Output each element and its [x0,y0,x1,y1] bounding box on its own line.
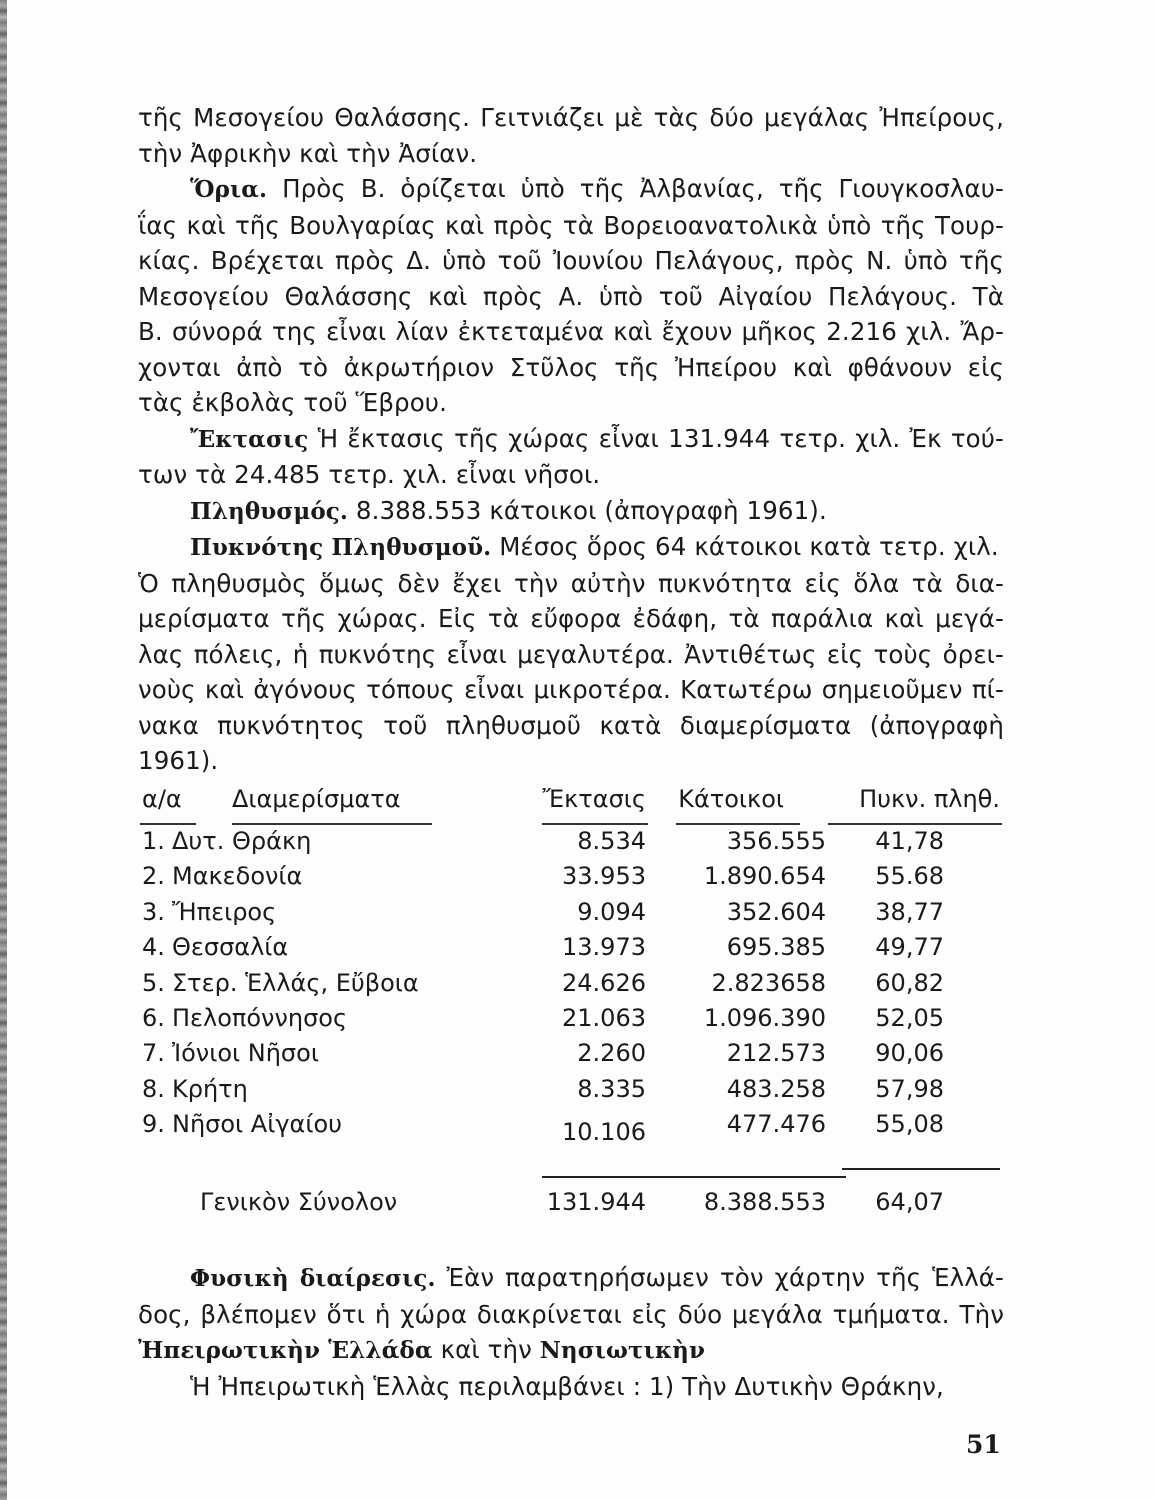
area-heading: Ἔκτασις [190,425,309,453]
text-line: νοὺς καὶ ἀγόνους τόπους εἶναι μικροτέρα. Κατωτέρω σημειοῦμεν πί- [138,675,1004,704]
table-row [138,898,1004,933]
text-line: τὰς ἐκβολὰς τοῦ Ἕβρου. [138,388,447,417]
mainland-paragraph [138,1369,1004,1405]
cell-population: 356.555 [726,827,826,855]
cell-region: Νῆσοι Αἰγαίου [172,1110,343,1139]
cell-index: 8. [142,1074,165,1103]
cell-population: 477.476 [726,1110,826,1139]
total-row [138,1188,1004,1228]
density-table [138,785,1004,1228]
header-area: Ἔκτασις [542,785,646,813]
text-line: τῆς Μεσογείου Θαλάσσης. Γειτνιάζει μὲ τὰς δύο μεγάλας Ἠπείρους, [138,103,1004,132]
cell-population: 1.890.654 [703,862,826,891]
text-line: των τὰ 24.485 τετρ. χιλ. εἶναι νῆσοι. [138,460,601,489]
text-line: λας πόλεις, ἡ πυκνότης εἶναι μεγαλυτέρα. Ἀντιθέτως εἰς τοὺς ὀρει- [138,639,1004,669]
cell-region: Ἰόνιοι Νῆσοι [172,1039,319,1068]
borders-heading: Ὅρια. [190,176,268,203]
text-line: ΐας καὶ τῆς Βουλγαρίας καὶ πρὸς τὰ Βορειοανατολικὰ ὑπὸ τῆς Τουρ- [138,210,1004,240]
physical-division-heading: Φυσικὴ διαίρεσις. [190,1265,436,1292]
text-line: τὴν Ἀφρικὴν καὶ τὴν Ἀσίαν. [138,138,478,168]
cell-density: 52,05 [875,1003,944,1032]
cell-population: 352.604 [726,897,826,926]
header-rule [232,823,432,825]
header-rule [828,823,1002,825]
text-line: 1961). [138,746,219,775]
text-line: Β. σύνορά της εἶναι λίαν ἐκτεταμένα καὶ ἔχουν μῆκος 2.216 χιλ. Ἄρ- [138,317,1004,346]
lower-body [138,1260,1004,1404]
cell-region: Ἤπειρος [172,897,277,926]
text-line: νακα πυκνότητος τοῦ πληθυσμοῦ κατὰ διαμερίσματα (ἀπογραφὴ [138,710,1004,740]
cell-region: Κρήτη [172,1074,248,1103]
text-line: Μεσογείου Θαλάσσης καὶ πρὸς Α. ὑπὸ τοῦ Αἰγαίου Πελάγους. Τὰ [138,281,1004,311]
cell-area: 2.260 [577,1039,646,1068]
text-line: Ὁ πληθυσμὸς ὅμως δὲν ἔχει τὴν αὐτὴν πυκνότητα εἰς ὅλα τὰ δια- [138,568,1004,598]
table-body [138,827,1004,1146]
cell-index: 6. [142,1003,165,1032]
area-paragraph [138,421,1004,493]
text-line: Ἔκτασις Ἡ ἔκτασις τῆς χώρας εἶναι 131.944 τετρ. χιλ. Ἐκ τού- [190,423,1004,453]
cell-density: 38,77 [875,897,944,926]
cell-density: 90,06 [875,1039,944,1068]
header-region: Διαμερίσματα [232,785,401,813]
cell-density: 41,78 [875,827,944,855]
header-index: α/α [142,785,182,813]
cell-area: 8.534 [577,827,646,855]
cell-region: Πελοπόννησος [172,1003,348,1032]
cell-area: 24.626 [562,968,646,997]
text-line: Ἡ Ἠπειρωτικὴ Ἑλλὰς περιλαμβάνει : 1) Τὴν Δυτικὴν Θράκην, [190,1371,944,1401]
cell-index: 9. [142,1110,165,1139]
cell-density: 57,98 [875,1074,944,1103]
cell-density: 60,82 [875,968,944,997]
header-rule [676,823,800,825]
island-greece-term: Νησιωτικὴν [539,1337,706,1364]
cell-area: 13.973 [562,933,646,962]
text-line: χονται ἀπὸ τὸ ἀκρωτήριον Στῦλος τῆς Ἠπείρου καὶ φθάνουν εἰς [138,352,1004,382]
borders-paragraph [138,171,1004,421]
page-body [138,100,1004,779]
total-rules [138,1146,1004,1188]
total-density: 64,07 [875,1187,944,1216]
text-line: Ὅρια. Πρὸς Β. ὁρίζεται ὑπὸ τῆς Ἀλβανίας, τῆς Γιουγκοσλαυ- [190,174,1004,203]
total-rule [842,1168,1000,1170]
cell-population: 695.385 [726,933,826,962]
density-heading: Πυκνότης Πληθυσμοῦ. [190,534,492,561]
cell-region: Δυτ. Θράκη [172,827,312,855]
cell-region: Μακεδονία [172,862,303,891]
header-density: Πυκν. πληθ. [859,785,1000,813]
cell-area: 21.063 [562,1003,646,1032]
cell-index: 7. [142,1039,165,1068]
cell-area: 33.953 [562,862,646,891]
cell-population: 1.096.390 [703,1003,826,1032]
cell-index: 5. [142,968,165,997]
cell-density: 55,08 [875,1110,944,1139]
table-row [138,1075,1004,1110]
table-header [138,785,1004,827]
header-rule [140,823,196,825]
cell-population: 483.258 [726,1074,826,1103]
cell-region: Θεσσαλία [172,933,289,962]
table-row [138,1039,1004,1074]
text-line: Φυσικὴ διαίρεσις. Ἐὰν παρατηρήσωμεν τὸν χάρτην τῆς Ἑλλά- [190,1263,1004,1292]
table-row [138,1004,1004,1039]
physical-division-paragraph [138,1260,1004,1369]
text-line: Πληθυσμός. 8.388.553 κάτοικοι (ἀπογραφὴ 1961). [190,495,827,525]
text-line: κίας. Βρέχεται πρὸς Δ. ὑπὸ τοῦ Ἰουνίου Πελάγους, πρὸς Ν. ὑπὸ τῆς [138,246,1004,275]
page-number: 51 [966,1430,1001,1459]
table-row [138,933,1004,968]
text-line: δος, βλέπομεν ὅτι ἡ χώρα διακρίνεται εἰς δύο μεγάλα τμήματα. Τὴν [138,1299,1004,1329]
total-rule [542,1176,846,1178]
total-population: 8.388.553 [703,1187,826,1216]
cell-area: 10.106 [562,1118,646,1147]
cell-population: 212.573 [726,1039,826,1068]
cell-index: 3. [142,897,165,926]
cell-index: 1. [142,827,165,855]
table-row [138,969,1004,1004]
population-heading: Πληθυσμός. [190,497,349,525]
density-paragraph [138,529,1004,779]
mainland-greece-term: Ἠπειρωτικὴν Ἑλλάδα [138,1337,433,1364]
population-paragraph [138,493,1004,530]
header-rule [542,823,648,825]
intro-paragraph [138,100,1004,171]
cell-area: 8.335 [577,1074,646,1103]
table-row [138,827,1004,862]
table-row [138,1110,1004,1145]
text-line: Ἠπειρωτικὴν Ἑλλάδα καὶ τὴν Νησιωτικὴν [138,1335,706,1364]
cell-population: 2.823658 [711,968,826,997]
total-label: Γενικὸν Σύνολον [200,1187,398,1216]
cell-index: 4. [142,933,165,962]
text-line: Πυκνότης Πληθυσμοῦ. Μέσος ὅρος 64 κάτοικοι κατὰ τετρ. χιλ. [190,532,999,561]
total-area: 131.944 [546,1187,646,1216]
cell-area: 9.094 [577,897,646,926]
header-population: Κάτοικοι [678,785,784,813]
cell-density: 55.68 [875,862,944,891]
cell-index: 2. [142,862,165,891]
table-row [138,862,1004,897]
scan-edge-shadow [0,0,7,1500]
cell-region: Στερ. Ἑλλάς, Εὔβοια [172,968,419,997]
text-line: μερίσματα τῆς χώρας. Εἰς τὰ εὔφορα ἐδάφη, τὰ παράλια καὶ μεγά- [138,604,1004,633]
cell-density: 49,77 [875,933,944,962]
